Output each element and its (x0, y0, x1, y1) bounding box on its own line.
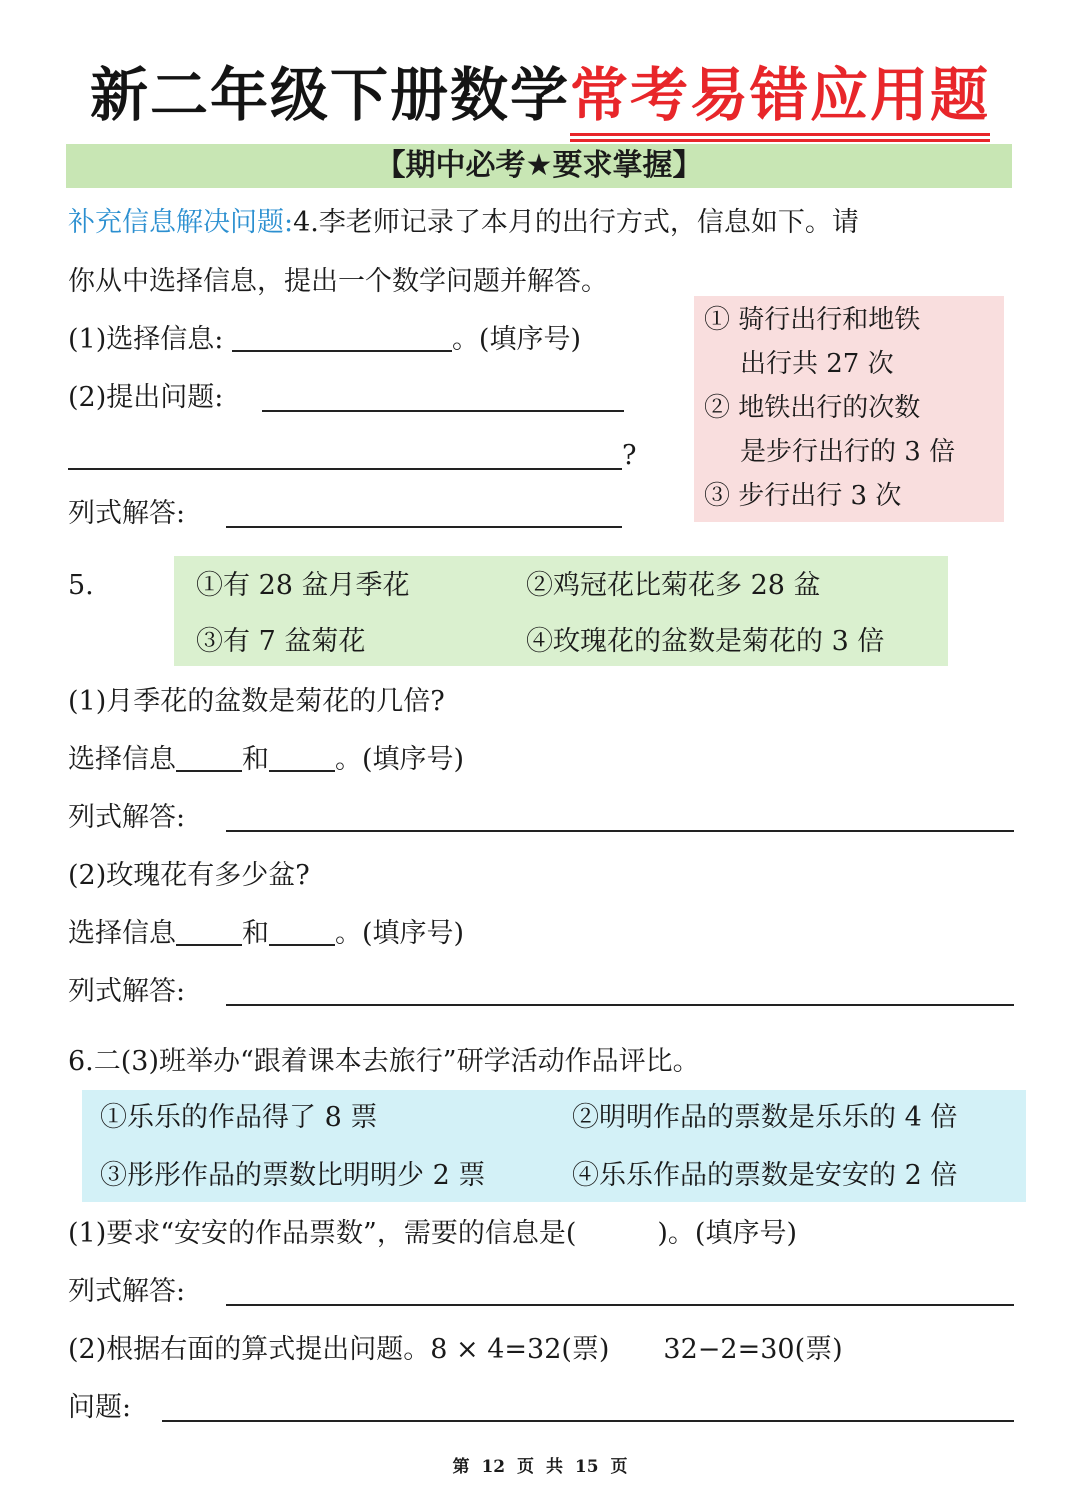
q6-question-blank[interactable] (162, 1420, 1014, 1422)
q5-select-blank-2a[interactable] (176, 944, 242, 946)
q4-answer-blank[interactable] (226, 526, 622, 528)
q6-intro: 6.二(3)班举办“跟着课本去旅行”研学活动作品评比。 (68, 1046, 700, 1077)
q4-intro-line1 (68, 205, 859, 241)
q5-select-suffix-2: 。(填序号) (335, 918, 465, 949)
q5-sub2: (2)玫瑰花有多少盆? (68, 860, 310, 891)
title-part1: 新二年级下册数学 (89, 61, 570, 129)
q4-sub1-suffix: 。(填序号) (451, 324, 582, 355)
q4-sub1-label: (1)选择信息: (68, 324, 224, 355)
q4-sub2-label: (2)提出问题: (68, 382, 224, 413)
q6-info-2: ②明明作品的票数是乐乐的 4 倍 (572, 1102, 958, 1133)
q5-answer-label-1: 列式解答: (68, 802, 186, 833)
q4-section-label: 补充信息解决问题: (68, 207, 294, 238)
q5-select-row-1 (68, 742, 464, 778)
q6-info-3: ③彤彤作品的票数比明明少 2 票 (100, 1160, 486, 1191)
q4-answer-label: 列式解答: (68, 498, 186, 529)
q5-answer-blank-1[interactable] (226, 830, 1014, 832)
q4-question-blank-1[interactable] (262, 410, 624, 412)
q5-select-label-1: 选择信息 (68, 744, 176, 775)
q4-info-2: ② 地铁出行的次数 (704, 393, 921, 423)
q4-question-blank-2[interactable] (68, 468, 622, 470)
q5-info-1: ①有 28 盆月季花 (196, 570, 410, 601)
q6-info-1: ①乐乐的作品得了 8 票 (100, 1102, 378, 1133)
q4-select-blank[interactable] (232, 350, 452, 352)
q5-select-blank-1a[interactable] (176, 770, 242, 772)
q5-select-label-2: 选择信息 (68, 918, 176, 949)
q4-info-1: ① 骑行出行和地铁 (704, 305, 921, 335)
q4-line1-text: 4.李老师记录了本月的出行方式，信息如下。请 (293, 207, 859, 238)
q4-question-mark: ? (622, 440, 637, 471)
q4-info-box (694, 296, 1004, 522)
q5-info-3: ③有 7 盆菊花 (196, 626, 366, 657)
section-banner: 【期中必考★要求掌握】 (66, 144, 1012, 188)
q5-select-blank-1b[interactable] (269, 770, 335, 772)
q5-and-1: 和 (242, 744, 269, 775)
page-title (0, 48, 1080, 132)
q5-number: 5. (68, 570, 94, 601)
q6-info-4: ④乐乐作品的票数是安安的 2 倍 (572, 1160, 958, 1191)
q4-intro-line2: 你从中选择信息，提出一个数学问题并解答。 (68, 266, 608, 297)
q5-info-box (174, 556, 948, 666)
title-part2: 常考易错应用题 (570, 48, 990, 132)
q5-answer-blank-2[interactable] (226, 1004, 1014, 1006)
q5-info-2: ②鸡冠花比菊花多 28 盆 (526, 570, 821, 601)
q5-sub1: (1)月季花的盆数是菊花的几倍? (68, 686, 445, 717)
q4-info-2b: 是步行出行的 3 倍 (740, 437, 956, 467)
q5-answer-label-2: 列式解答: (68, 976, 186, 1007)
q6-sub1: (1)要求“安安的作品票数”，需要的信息是( )。(填序号) (68, 1218, 797, 1249)
q6-info-box (82, 1090, 1026, 1202)
q6-question-label: 问题: (68, 1392, 132, 1423)
q4-info-3: ③ 步行出行 3 次 (704, 481, 902, 511)
q6-answer-label: 列式解答: (68, 1276, 186, 1307)
page-footer: 第 12 页 共 15 页 (452, 1457, 628, 1477)
q5-info-4: ④玫瑰花的盆数是菊花的 3 倍 (526, 626, 885, 657)
q6-sub2: (2)根据右面的算式提出问题。8 × 4=32(票) 32−2=30(票) (68, 1334, 843, 1365)
q6-answer-blank[interactable] (226, 1304, 1014, 1306)
q4-select-row (68, 322, 581, 358)
q5-select-suffix-1: 。(填序号) (335, 744, 465, 775)
q4-info-1b: 出行共 27 次 (740, 349, 894, 379)
q5-select-row-2 (68, 916, 464, 952)
q5-and-2: 和 (242, 918, 269, 949)
q5-select-blank-2b[interactable] (269, 944, 335, 946)
